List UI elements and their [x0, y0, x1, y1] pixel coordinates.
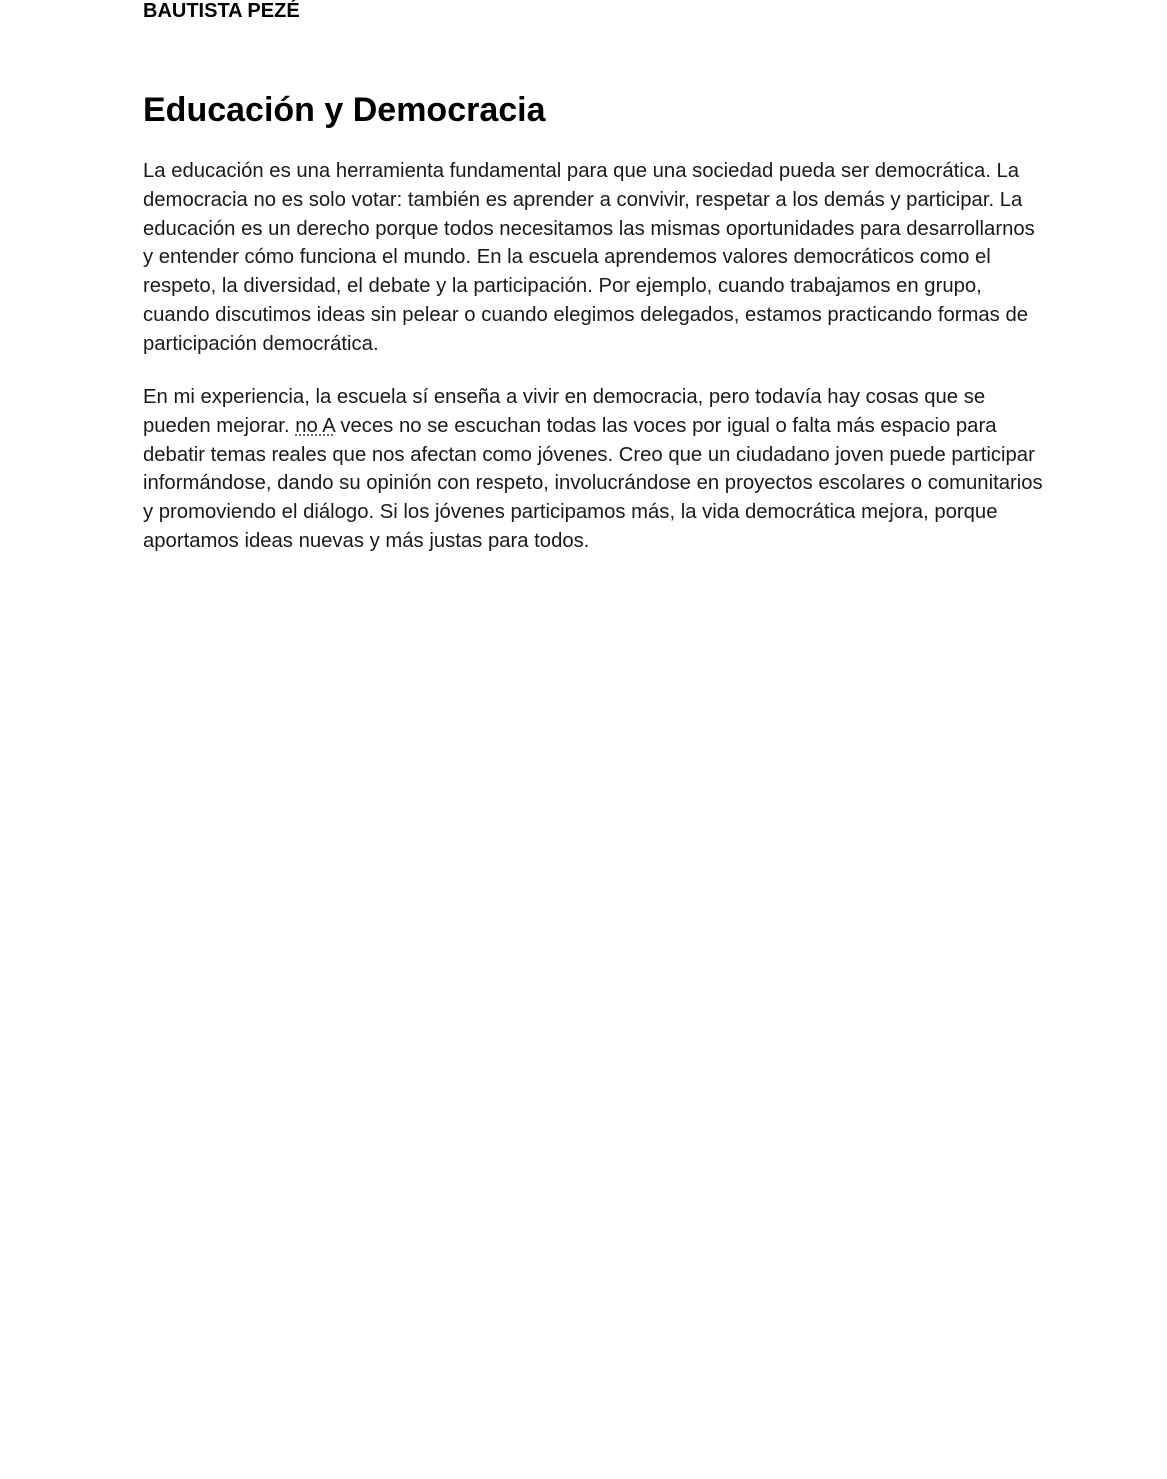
paragraph-2 — [143, 383, 1043, 556]
paragraph-2-end: veces no se escuchan todas las voces por igual o falta más espacio para debatir temas reales que nos afectan como jóvenes. Creo que un ciudadano joven puede participar informándose, dando su opinión con respeto, involucrándose en proyectos escolares o comunitarios y promoviendo el diálogo. Si los jóvenes participamos más, la vida democrática mejora, porque aportamos ideas nuevas y más justas para todos. — [143, 414, 1043, 552]
document-title: Educación y Democracia — [143, 91, 546, 129]
document-page — [143, 0, 1043, 552]
paragraph-1: La educación es una herramienta fundamental para que una sociedad pueda ser democrática. La democracia no es solo votar: también es aprender a convivir, respetar a los demás y participar. La educación es un derecho porque todos necesitamos las mismas oportunidades para desarrollarnos y entender cómo funciona el mundo. En la escuela aprendemos valores democráticos como el respeto, la diversidad, el debate y la participación. Por ejemplo, cuando trabajamos en grupo, cuando discutimos ideas sin pelear o cuando elegimos delegados, estamos practicando formas de participación democrática. — [143, 160, 1035, 355]
author-name: BAUTISTA PEZÉ — [143, 0, 300, 22]
spelling-marked-text[interactable]: no A — [295, 414, 335, 437]
paragraph-2-start: En mi experiencia, la escuela sí enseña a vivir en democracia, pero todavía hay cosas que se pueden mejorar. — [143, 386, 986, 437]
